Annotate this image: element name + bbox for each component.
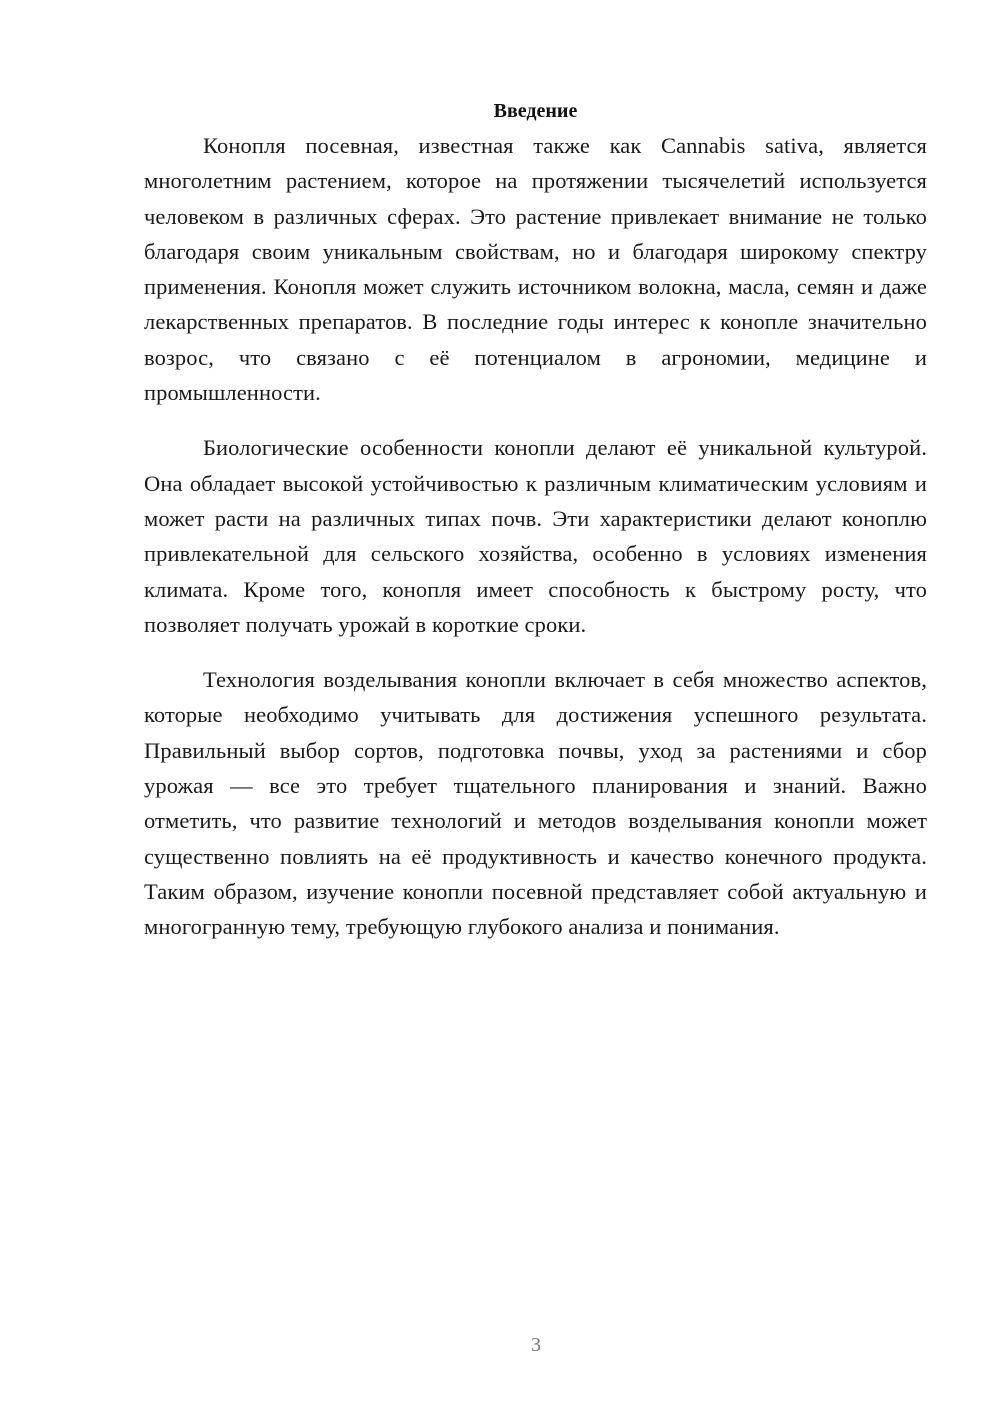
section-heading: Введение (493, 100, 578, 122)
page-number: 3 (531, 1334, 541, 1356)
paragraph-technology: Технология возделывания конопли включает в себя множество аспектов, которые необходимо учитывать для достижения успешного результата. Правильный выбор сортов, подготовка почвы, уход за растениями и сбор урожая — все это требует тщательного планирования и знаний. Важно отметить, что развитие технологий и методов возделывания конопли может существенно повлиять на её продуктивность и качество конечного продукта. Таким образом, изучение конопли посевной представляет собой актуальную и многогранную тему, требующую глубокого анализа и понимания. (144, 667, 927, 940)
paragraph-biology: Биологические особенности конопли делают её уникальной культурой. Она обладает высокой устойчивостью к различным климатическим условиям и может расти на различных типах почв. Эти характеристики делают коноплю привлекательной для сельского хозяйства, особенно в условиях изменения климата. Кроме того, конопля имеет способность к быстрому росту, что позволяет получать урожай в короткие сроки. (144, 435, 927, 637)
page-content (144, 96, 927, 965)
paragraph-intro: Конопля посевная, известная также как Cannabis sativa, является многолетним растением, которое на протяжении тысячелетий используется человеком в различных сферах. Это растение привлекает внимание не только благодаря своим уникальным свойствам, но и благодаря широкому спектру применения. Конопля может служить источником волокна, масла, семян и даже лекарственных препаратов. В последние годы интерес к конопле значительно возрос, что связано с её потенциалом в агрономии, медицине и промышленности. (144, 133, 927, 406)
